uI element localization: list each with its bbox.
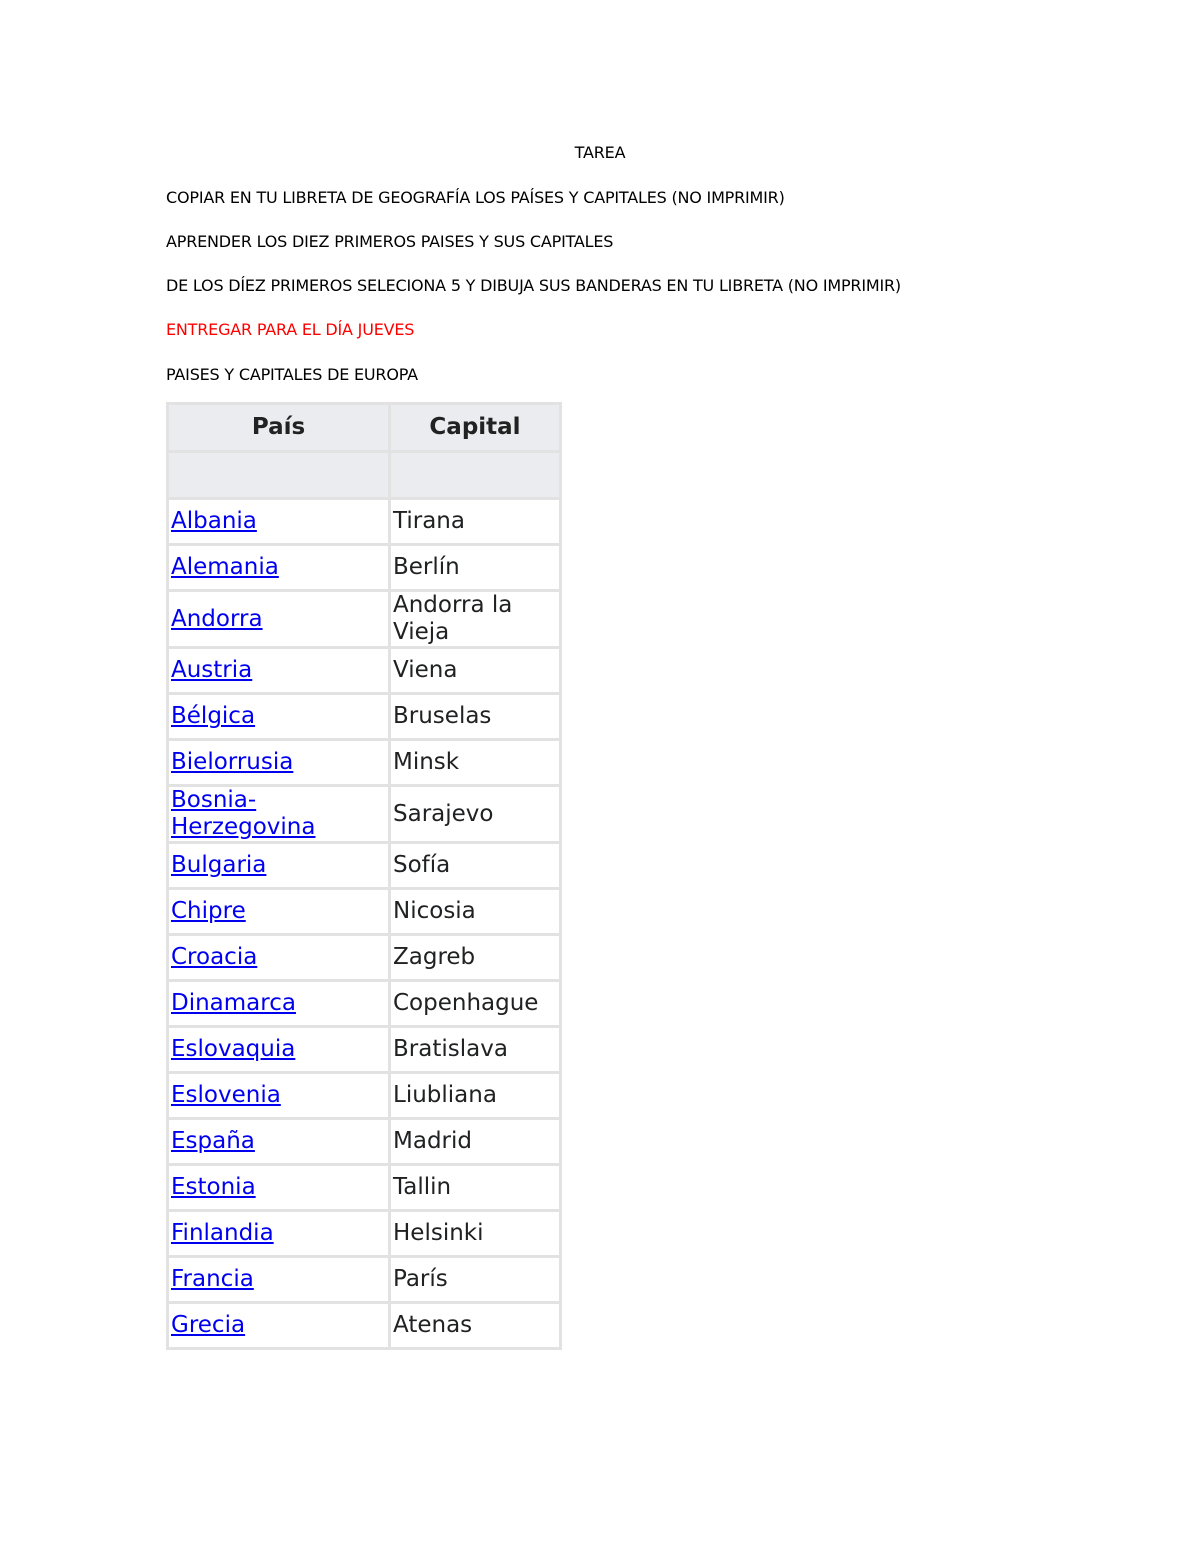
empty-cell [168,452,390,499]
table-row [168,1211,561,1257]
instruction-copy: COPIAR EN TU LIBRETA DE GEOGRAFÍA LOS PAÍSES Y CAPITALES (NO IMPRIMIR) [166,188,785,207]
country-link[interactable]: Estonia [171,1174,256,1200]
table-row [168,740,561,786]
country-link[interactable]: Bélgica [171,703,256,729]
country-cell [168,740,390,786]
country-link[interactable]: Eslovaquia [171,1036,296,1062]
country-link[interactable]: Grecia [171,1312,246,1338]
country-cell [168,889,390,935]
country-cell [168,935,390,981]
table-row [168,1119,561,1165]
capital-cell: Sarajevo [390,786,561,843]
country-cell [168,843,390,889]
country-link[interactable]: Eslovenia [171,1082,281,1108]
capital-cell: Bratislava [390,1027,561,1073]
table-empty-row [168,452,561,499]
column-header-country: País [168,404,390,452]
country-cell [168,545,390,591]
country-link[interactable]: Dinamarca [171,990,296,1016]
capital-cell: Minsk [390,740,561,786]
countries-capitals-table [166,402,562,1350]
instruction-flags: DE LOS DÍEZ PRIMEROS SELECIONA 5 Y DIBUJA SUS BANDERAS EN TU LIBRETA (NO IMPRIMIR) [166,276,901,295]
country-link[interactable]: Chipre [171,898,246,924]
country-cell [168,1165,390,1211]
capital-cell: Sofía [390,843,561,889]
capital-cell: Liubliana [390,1073,561,1119]
capital-cell: Zagreb [390,935,561,981]
table-row [168,1027,561,1073]
country-cell [168,786,390,843]
capital-cell: Madrid [390,1119,561,1165]
table-row [168,981,561,1027]
column-header-capital: Capital [390,404,561,452]
country-link[interactable]: Andorra [171,605,263,632]
capital-cell: Berlín [390,545,561,591]
table-row [168,1073,561,1119]
country-cell [168,1211,390,1257]
capital-cell: Helsinki [390,1211,561,1257]
country-link[interactable]: Albania [171,508,257,534]
table-row [168,694,561,740]
country-cell [168,648,390,694]
country-cell [168,1119,390,1165]
country-link[interactable]: España [171,1128,255,1154]
country-link[interactable]: Bosnia-Herzegovina [171,787,316,840]
capital-cell: Andorra la Vieja [390,591,561,648]
country-link[interactable]: Francia [171,1266,254,1292]
table-row [168,1165,561,1211]
table-row [168,843,561,889]
country-cell [168,499,390,545]
capital-cell: Tallin [390,1165,561,1211]
capital-cell: Copenhague [390,981,561,1027]
country-cell [168,591,390,648]
table-row [168,1303,561,1349]
capital-cell: Bruselas [390,694,561,740]
country-link[interactable]: Finlandia [171,1220,274,1246]
table-row [168,889,561,935]
country-cell [168,1073,390,1119]
capital-cell: Viena [390,648,561,694]
table-row [168,935,561,981]
country-link[interactable]: Alemania [171,554,279,580]
country-cell [168,1303,390,1349]
country-link[interactable]: Croacia [171,944,258,970]
empty-cell [390,452,561,499]
instruction-learn: APRENDER LOS DIEZ PRIMEROS PAISES Y SUS CAPITALES [166,232,614,251]
table-header-row [168,404,561,452]
capital-cell: París [390,1257,561,1303]
table-row [168,499,561,545]
table-row [168,1257,561,1303]
capital-cell: Nicosia [390,889,561,935]
page-title: TAREA [574,143,626,162]
country-cell [168,694,390,740]
capital-cell: Atenas [390,1303,561,1349]
country-cell [168,981,390,1027]
country-link[interactable]: Bulgaria [171,852,267,878]
deadline-notice: ENTREGAR PARA EL DÍA JUEVES [166,320,415,339]
section-title: PAISES Y CAPITALES DE EUROPA [166,365,418,384]
table-row [168,545,561,591]
country-cell [168,1027,390,1073]
country-link[interactable]: Austria [171,657,253,683]
table-row [168,786,561,843]
country-link[interactable]: Bielorrusia [171,749,294,775]
table-row [168,591,561,648]
table-row [168,648,561,694]
country-cell [168,1257,390,1303]
capital-cell: Tirana [390,499,561,545]
